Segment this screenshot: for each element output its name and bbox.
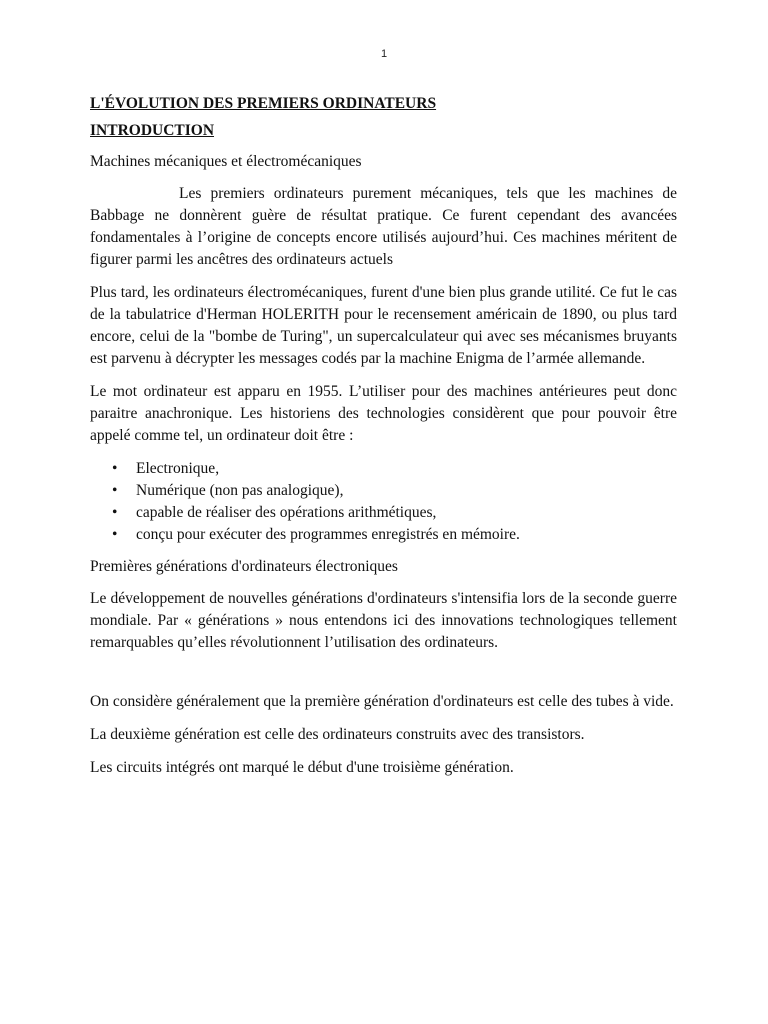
page-number: 1: [380, 48, 388, 60]
list-item-text: capable de réaliser des opérations arithmétiques,: [136, 504, 437, 521]
paragraph-third-generation: Les circuits intégrés ont marqué le début d'une troisième génération.: [90, 759, 514, 776]
bullet-icon: •: [112, 460, 118, 477]
paragraph-word-ordinateur: Le mot ordinateur est apparu en 1955. L’utiliser pour des machines antérieures peut donc paraitre anachronique. Les historiens des technologies considèrent que pour pouvoir être appelé comme tel, un ordinateur doit être :: [90, 383, 677, 444]
paragraph-second-generation: La deuxième génération est celle des ordinateurs construits avec des transistors.: [90, 726, 585, 743]
blank-line: [90, 665, 677, 691]
bullet-icon: •: [112, 526, 118, 543]
list-item: [112, 502, 677, 524]
bullet-icon: •: [112, 482, 118, 499]
list-item: [112, 524, 677, 546]
paragraph-first-generation: On considère généralement que la première génération d'ordinateurs est celle des tubes à vide.: [90, 693, 674, 710]
list-item-text: Numérique (non pas analogique),: [136, 482, 344, 499]
document-title: L'ÉVOLUTION DES PREMIERS ORDINATEURS: [90, 95, 437, 112]
list-item: [112, 480, 677, 502]
paragraph-electromechanical: Plus tard, les ordinateurs électromécaniques, furent d'une bien plus grande utilité. Ce fut le cas de la tabulatrice d'Herman HOLERITH pour le recensement américain de 1890, ou plus tard encore, celui de la "bombe de Turing", un supercalculateur qui avec ses mécanismes bruyants est parvenu à décrypter les messages codés par la machine Enigma de l’armée allemande.: [90, 284, 677, 367]
bullet-icon: •: [112, 504, 118, 521]
paragraph-generations-development: Le développement de nouvelles générations d'ordinateurs s'intensifia lors de la seconde guerre mondiale. Par « générations » nous entendons ici des innovations technologiques tellement remarquables qu’elles révolutionnent l’utilisation des ordinateurs.: [90, 590, 677, 651]
list-item: [112, 458, 677, 480]
paragraph-babbage: Les premiers ordinateurs purement mécaniques, tels que les machines de Babbage ne donnèrent guère de résultat pratique. Ce furent cependant des avancées fondamentales à l’origine de concepts encore utilisés aujourd’hui. Ces machines méritent de figurer parmi les ancêtres des ordinateurs actuels: [90, 185, 677, 268]
section-heading-mechanical-machines: Machines mécaniques et électromécaniques: [90, 153, 362, 170]
introduction-heading: INTRODUCTION: [90, 122, 215, 139]
list-item-text: Electronique,: [136, 460, 220, 477]
list-item-text: conçu pour exécuter des programmes enregistrés en mémoire.: [136, 526, 520, 543]
section-heading-electronic-generations: Premières générations d'ordinateurs électroniques: [90, 558, 398, 575]
document-body: [90, 94, 677, 790]
criteria-list: [90, 458, 677, 546]
